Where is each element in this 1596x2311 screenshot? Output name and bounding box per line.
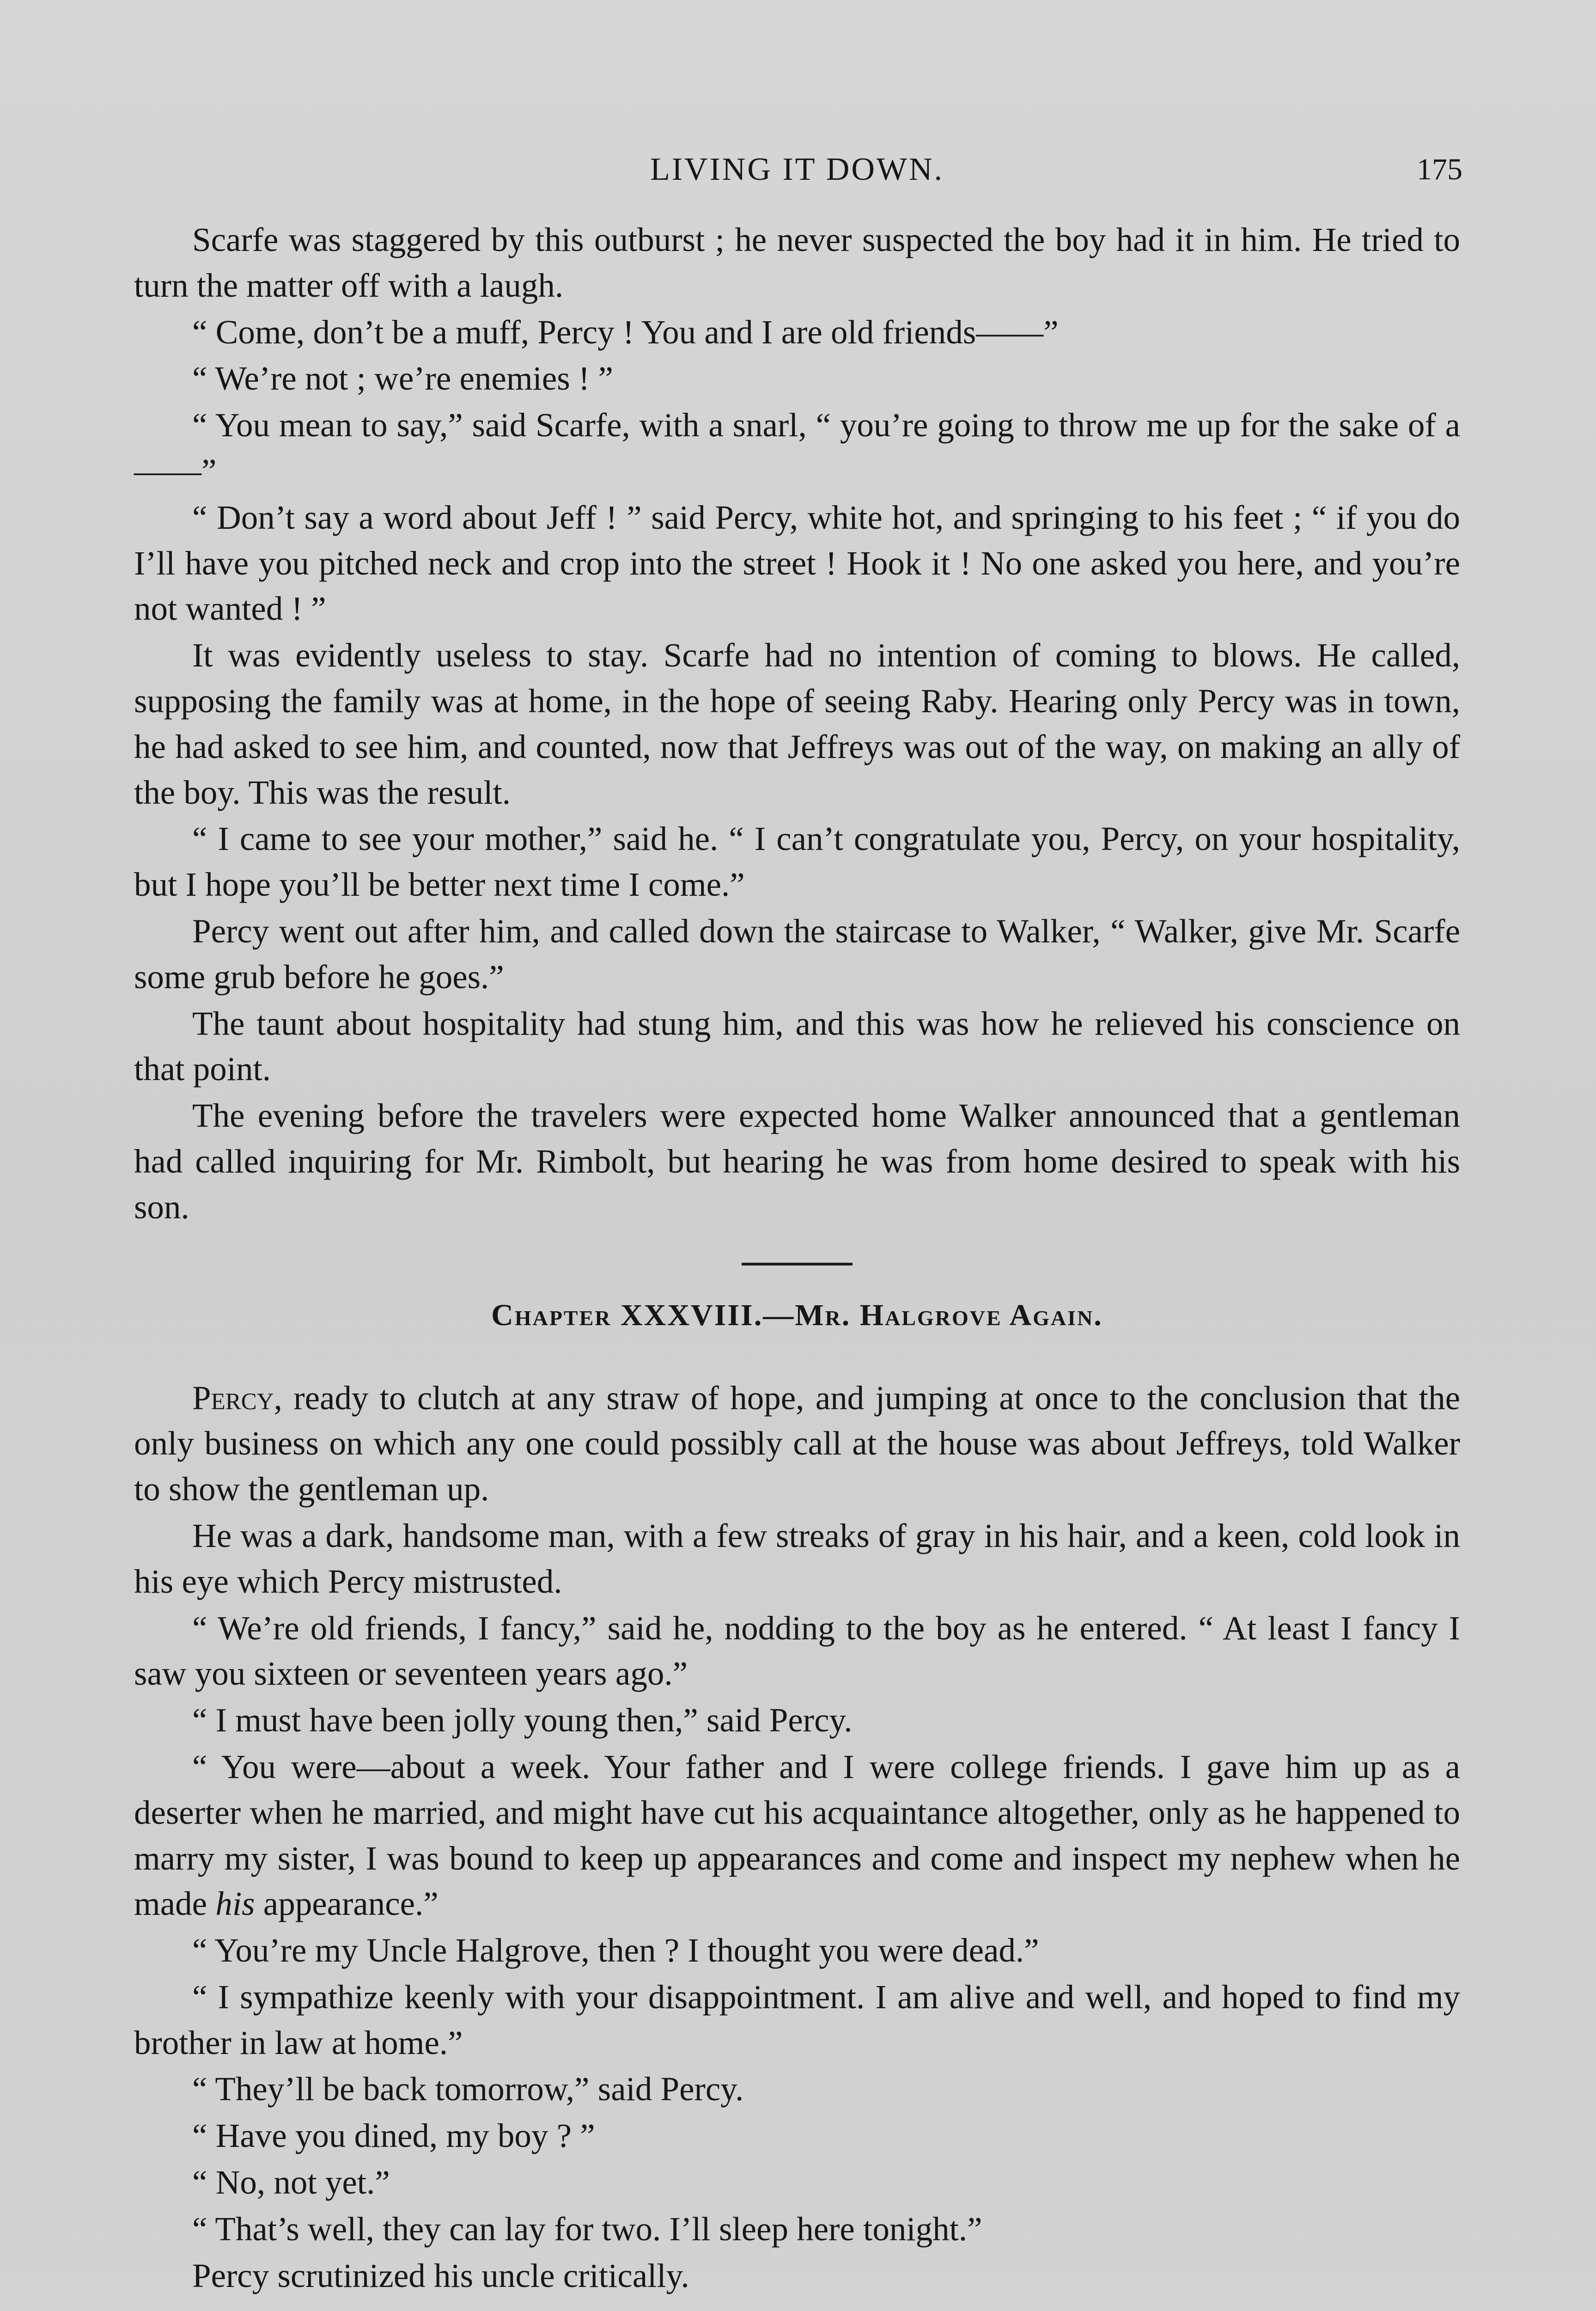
speech-text: “ You were—about a week. Your father and I were college friends. I gave him up as a deserter when he married, and might have cut his acquaintance altogether, only as he happened to marry my sister, I was bound to keep up appearances and come and inspect my nephew when he made	[134, 1748, 1460, 1923]
italic-word: his	[215, 1885, 255, 1923]
paragraph: “ That’s well, they can lay for two. I’ll sleep here tonight.”	[192, 2210, 982, 2248]
paragraph-uncle-speech	[134, 1744, 1460, 1927]
paragraph: “ Come, don’t be a muff, Percy ! You and I are old friends——”	[192, 313, 1059, 351]
paragraph: “ You mean to say,” said Scarfe, with a snarl, “ you’re going to throw me up for the sake of a——”	[134, 406, 1460, 489]
paragraph: Scarfe was staggered by this outburst ; he never suspected the boy had it in him. He tried to turn the matter off with a laugh.	[134, 221, 1460, 304]
chapter-heading: Chapter XXXVIII.—Mr. Halgrove Again.	[491, 1298, 1103, 1332]
paragraph: “ You’re my Uncle Halgrove, then ? I thought you were dead.”	[192, 1932, 1039, 1969]
paragraph: “ I came to see your mother,” said he. “ I can’t congratulate you, Percy, on your hospitality, but I hope you’ll be better next time I come.”	[134, 820, 1460, 904]
paragraph: “ No, not yet.”	[192, 2164, 390, 2201]
paragraph: “ I must have been jolly young then,” said Percy.	[192, 1701, 853, 1739]
paragraph: Percy scrutinized his uncle critically.	[192, 2256, 689, 2294]
chapter-first-paragraph	[134, 1376, 1460, 1512]
paragraph: The taunt about hospitality had stung him, and this was how he relieved his conscience on that point.	[134, 1004, 1460, 1088]
paragraph: “ They’ll be back tomorrow,” said Percy.	[192, 2070, 744, 2108]
speech-text-end: appearance.”	[255, 1885, 439, 1923]
paragraph: “ We’re old friends, I fancy,” said he, nodding to the boy as he entered. “ At least I fancy I saw you sixteen or seventeen years ago.”	[134, 1609, 1460, 1693]
paragraph: “ Don’t say a word about Jeff ! ” said Percy, white hot, and springing to his feet ; “ if you do I’ll have you pitched neck and crop into the street ! Hook it ! No one asked you here, and you’re not wanted ! ”	[134, 498, 1460, 628]
page-number: 175	[1417, 153, 1462, 186]
paragraph: “ We’re not ; we’re enemies ! ”	[192, 360, 613, 397]
chapter-first-paragraph-text: ready to clutch at any straw of hope, and jumping at once to the conclusion that the only business on which any one could possibly call at the house was about Jeffreys, told Walker to show the gentleman up.	[134, 1379, 1460, 1508]
paragraph: He was a dark, handsome man, with a few streaks of gray in his hair, and a keen, cold look in his eye which Percy mistrusted.	[134, 1516, 1460, 1600]
paragraph: “ I sympathize keenly with your disappointment. I am alive and well, and hoped to find my brother in law at home.”	[134, 1978, 1460, 2061]
running-title: LIVING IT DOWN.	[650, 152, 944, 187]
paragraph: The evening before the travelers were expected home Walker announced that a gentleman had called inquiring for Mr. Rimbolt, but hearing he was from home desired to speak with his son.	[134, 1097, 1460, 1226]
paragraph: “ Have you dined, my boy ? ”	[192, 2117, 595, 2155]
chapter-first-word: Percy,	[192, 1379, 282, 1417]
paragraph: Percy went out after him, and called down the staircase to Walker, “ Walker, give Mr. Scarfe some grub before he goes.”	[134, 912, 1460, 996]
section-divider	[742, 1263, 853, 1266]
running-head	[132, 149, 1462, 190]
body-text	[134, 217, 1460, 2299]
paragraph: It was evidently useless to stay. Scarfe had no intention of coming to blows. He called, supposing the family was at home, in the hope of seeing Raby. Hearing only Percy was in town, he had asked to see him, and counted, now that Jeffreys was out of the way, on making an ally of the boy. This was the result.	[134, 636, 1460, 811]
